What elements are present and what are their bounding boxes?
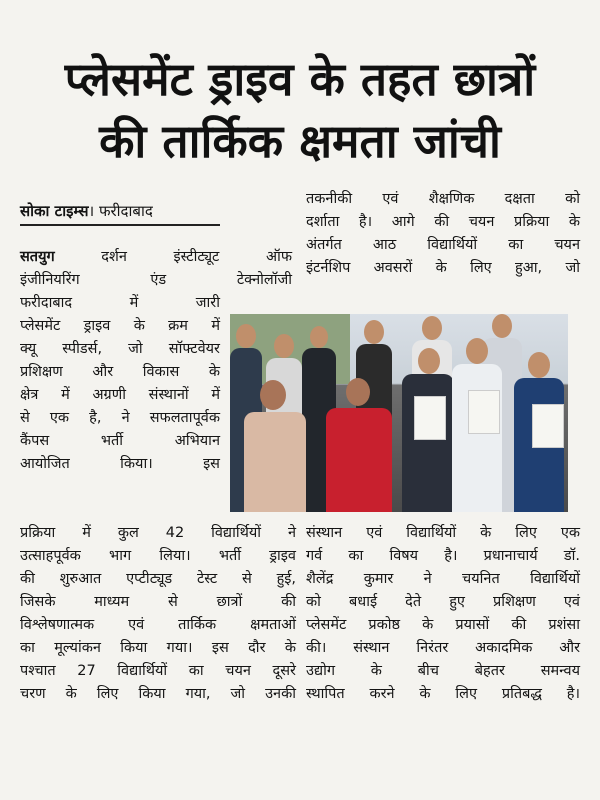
article-right-bottom	[306, 522, 580, 706]
person-body	[402, 374, 454, 512]
group-photo	[230, 314, 568, 512]
text-line: क्यू स्पीडर्स, जो सॉफ्टवेयर	[20, 341, 220, 357]
lead-word: सतयुग	[20, 249, 55, 265]
text-line: आयोजित किया। इस	[20, 456, 220, 472]
text-line: से एक है, ने सफलतापूर्वक	[20, 410, 220, 426]
person-head	[364, 320, 384, 344]
text-line: जिसके माध्यम से छात्रों की	[20, 594, 296, 610]
headline	[10, 48, 590, 172]
text-line: कैंपस भर्ती अभियान	[20, 433, 220, 449]
text-line: की शुरुआत एप्टीट्यूड टेस्ट से हुई,	[20, 571, 296, 587]
text-line: की। संस्थान निरंतर अकादमिक और	[306, 640, 580, 656]
byline-city: फरीदाबाद	[98, 202, 153, 220]
person-body	[452, 364, 502, 512]
text-line: इंजीनियरिंग एंड टेक्नोलॉजी	[20, 272, 292, 288]
person-head	[466, 338, 488, 364]
text-line: शैलेंद्र कुमार ने चयनित विद्यार्थियों	[306, 571, 580, 587]
person-head	[422, 316, 442, 340]
article-left-narrow	[20, 292, 220, 476]
person-head	[236, 324, 256, 348]
text-line: अंतर्गत आठ विद्यार्थियों का चयन	[306, 237, 580, 253]
headline-line-2: की तार्किक क्षमता जांची	[99, 114, 501, 168]
text-line: उत्साहपूर्वक भाग लिया। भर्ती ड्राइव	[20, 548, 296, 564]
person-body	[326, 408, 392, 512]
text-line: प्लेसमेंट ड्राइव के क्रम में	[20, 318, 220, 334]
byline-paper: सोका टाइम्स	[20, 202, 89, 220]
certificate	[468, 390, 500, 434]
article-right-top	[306, 188, 580, 280]
text-line: तकनीकी एवं शैक्षणिक दक्षता को	[306, 191, 580, 207]
person-body	[244, 412, 306, 512]
text-line: प्लेसमेंट प्रकोष्ठ के प्रयासों की प्रशंसा	[306, 617, 580, 633]
text-line: चरण के लिए किया गया, जो उनकी	[20, 686, 296, 702]
text-line: स्थापित करने के लिए प्रतिबद्ध है।	[306, 686, 580, 702]
person-head	[260, 380, 286, 410]
byline-separator: ।	[88, 202, 95, 220]
article-left-top	[20, 246, 292, 292]
text-line: उद्योग के बीच बेहतर समन्वय	[306, 663, 580, 679]
headline-line-1: प्लेसमेंट ड्राइव के तहत छात्रों	[64, 52, 536, 106]
text-line: प्रशिक्षण और विकास के	[20, 364, 220, 380]
text-line: दर्शाता है। आगे की चयन प्रक्रिया के	[306, 214, 580, 230]
article-left-bottom	[20, 522, 296, 706]
text-line: प्रक्रिया में कुल 42 विद्यार्थियों ने	[20, 525, 296, 541]
person-head	[310, 326, 328, 348]
text-line: विश्लेषणात्मक एवं तार्किक क्षमताओं	[20, 617, 296, 633]
person-head	[274, 334, 294, 358]
text-line: क्षेत्र में अग्रणी संस्थानों में	[20, 387, 220, 403]
text-line: इंटर्नशिप अवसरों के लिए हुआ, जो	[306, 260, 580, 276]
person-head	[346, 378, 370, 406]
person-head	[528, 352, 550, 378]
certificate	[532, 404, 564, 448]
person-head	[418, 348, 440, 374]
text-line: को बधाई देते हुए प्रशिक्षण एवं	[306, 594, 580, 610]
text-line: सतयुग दर्शन इंस्टीट्यूट ऑफ	[20, 249, 293, 265]
text-line: संस्थान एवं विद्यार्थियों के लिए एक	[306, 525, 580, 541]
byline	[20, 200, 220, 226]
text-line: गर्व का विषय है। प्रधानाचार्य डॉ.	[306, 548, 580, 564]
person-head	[492, 314, 512, 338]
certificate	[414, 396, 446, 440]
text-line: फरीदाबाद में जारी	[20, 295, 220, 311]
text-line: का मूल्यांकन किया गया। इस दौर के	[20, 640, 296, 656]
text-line: पश्चात 27 विद्यार्थियों का चयन दूसरे	[20, 663, 296, 679]
